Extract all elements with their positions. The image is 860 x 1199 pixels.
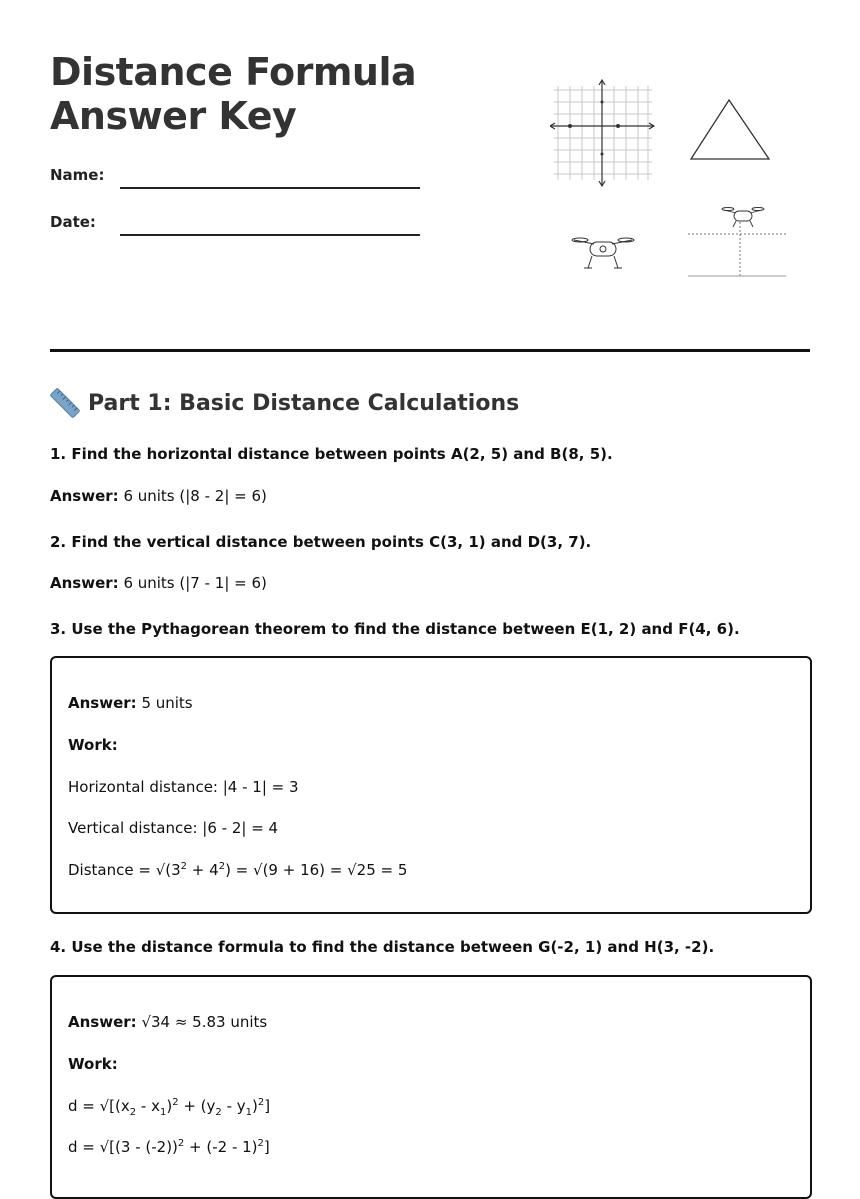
work-step-3: Distance = $√(3^2 + 4^2) = √(9 + 16) = √25 = 5$ (68, 861, 408, 879)
work-label: Work: (68, 736, 118, 754)
date-field[interactable] (120, 234, 420, 236)
header-divider (50, 349, 810, 352)
answer-box-3 (50, 656, 812, 914)
drone-height-icon (686, 204, 788, 280)
question-3: 3. Use the Pythagorean theorem to find the distance between E(1, 2) and F(4, 6). (50, 620, 740, 638)
answer-4 (68, 1013, 267, 1031)
question-4: 4. Use the distance formula to find the distance between G(-2, 1) and H(3, -2). (50, 938, 715, 956)
answer-1 (50, 487, 267, 505)
ruler-icon (50, 388, 80, 418)
work-step-2: Vertical distance: |6 - 2| = 4 (68, 819, 279, 837)
coordinate-grid-icon (550, 78, 656, 188)
answer-text: √34 ≈ 5.83 units (141, 1013, 268, 1031)
date-label: Date: (50, 213, 96, 231)
question-1: 1. Find the horizontal distance between points A(2, 5) and B(8, 5). (50, 445, 613, 463)
answer-label: Answer: (68, 694, 137, 712)
drone-icon (570, 234, 636, 272)
answer-text: 5 units (141, 694, 193, 712)
distance-formula: $d = √[(x_2 - x_1)^2 + (y_2 - y_1)^2]$ (68, 1097, 271, 1118)
work-label: Work: (68, 1055, 118, 1073)
answer-label: Answer: (50, 487, 119, 505)
name-field[interactable] (120, 187, 420, 189)
name-label: Name: (50, 166, 105, 184)
section-title-part-1 (50, 388, 519, 418)
answer-text: 6 units (|8 - 2| = 6) (123, 487, 267, 505)
work-step-1: Horizontal distance: |4 - 1| = 3 (68, 778, 299, 796)
answer-label: Answer: (50, 574, 119, 592)
answer-label: Answer: (68, 1013, 137, 1031)
title-line-2: Answer Key (50, 94, 297, 138)
answer-box-4 (50, 975, 812, 1199)
answer-3 (68, 694, 193, 712)
page-title (50, 50, 416, 138)
question-2: 2. Find the vertical distance between points C(3, 1) and D(3, 7). (50, 533, 592, 551)
answer-text: 6 units (|7 - 1| = 6) (123, 574, 267, 592)
answer-2 (50, 574, 267, 592)
distance-substitution: d = √[(3 - (-2))$^2$ + (-2 - 1)$^2$] (68, 1138, 270, 1156)
section-title-text: Part 1: Basic Distance Calculations (88, 390, 520, 416)
triangle-icon (688, 96, 772, 162)
title-line-1: Distance Formula (50, 50, 417, 94)
